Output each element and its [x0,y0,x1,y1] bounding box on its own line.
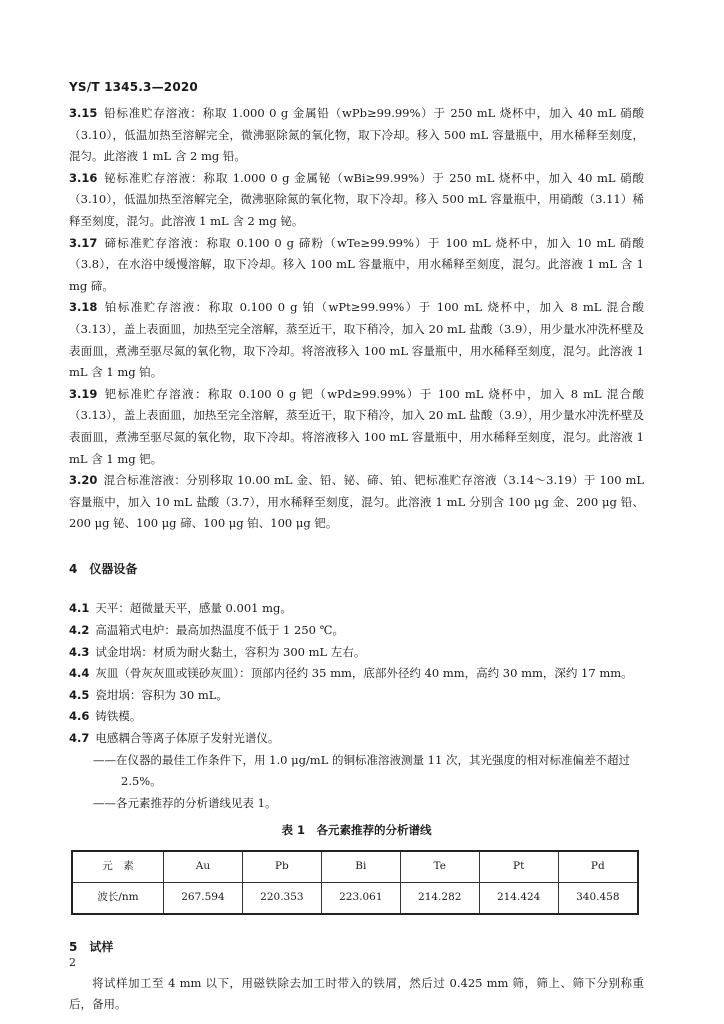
table-cell: Pd [558,851,638,883]
item-3-19: 3.19 钯标准贮存溶液：称取 0.100 0 g 钯（wPd≥99.99%）于 100 mL 烧杯中，加入 8 mL 混合酸（3.13），盖上表面皿，加热至完全溶解，蒸至近干，取下稍冷，加入 20 mL 盐酸（3.9），用少量水冲洗杯壁及表面皿，煮沸至驱尽氮的氧化物，取下冷却。将溶液移入 100 mL 容量瓶中，用水稀释至刻度，混匀。此溶液 1 mL 含 1 mg 钯。 [69,386,644,466]
item-3-17: 3.17 碲标准贮存溶液：称取 0.100 0 g 碲粉（wTe≥99.99%）于 100 mL 烧杯中，加入 10 mL 硝酸（3.8），在水浴中缓慢溶解，取下冷却。移入 100 mL 容量瓶中，用水稀释至刻度，混匀。此溶液 1 mL 含 1 mg 碲。 [69,235,644,293]
table-cell: 340.458 [558,883,638,915]
item-4-7: 4.7 电感耦合等离子体原子发射光谱仪。 [69,731,280,746]
section-5-title: 5 试样 [69,940,114,954]
spectral-lines-table [71,850,639,915]
table-cell: 267.594 [164,883,243,915]
table-cell: 214.424 [479,883,558,915]
table-header-element: 元 素 [72,851,164,883]
dash-item-precision: ——在仪器的最佳工作条件下，用 1.0 μg/mL 的铜标准溶液测量 11 次，其光强度的相对标准偏差不超过 2.5%。 [93,752,630,789]
table-cell: Pb [242,851,321,883]
table-row-elements [72,851,638,883]
table-cell: 214.282 [400,883,479,915]
page-content [69,103,644,1016]
item-3-15: 3.15 铅标准贮存溶液：称取 1.000 0 g 金属铅（wPb≥99.99%）于 250 mL 烧杯中，加入 40 mL 硝酸（3.10），低温加热至溶解完全，微沸驱除氮的氧化物，取下冷却。移入 500 mL 容量瓶中，用水稀释至刻度，混匀。此溶液 1 mL 含 2 mg 铅。 [69,106,644,164]
section-4-title: 4 仪器设备 [69,561,138,576]
table-cell: 223.061 [321,883,400,915]
item-4-4: 4.4 灰皿（骨灰灰皿或镁砂灰皿）：顶部内径约 35 mm，底部外径约 40 mm，高约 30 mm，深约 17 mm。 [69,666,633,681]
item-3-20: 3.20 混合标准溶液：分别移取 10.00 mL 金、铅、铋、碲、铂、钯标准贮存溶液（3.14～3.19）于 100 mL 容量瓶中，加入 10 mL 盐酸（3.7），用水稀释至刻度，混匀。此溶液 1 mL 分别含 100 μg 金、200 μg 铅、200 μg 铋、100 μg 碲、100 μg 铂、100 μg 钯。 [69,473,644,531]
item-3-16: 3.16 铋标准贮存溶液：称取 1.000 0 g 金属铋（wBi≥99.99%）于 250 mL 烧杯中，加入 40 mL 硝酸（3.10），低温加热至溶解完全，微沸驱除氮的氧化物，取下冷却。移入 500 mL 容量瓶中，用硝酸（3.11）稀释至刻度，混匀。此溶液 1 mL 含 2 mg 铋。 [69,170,644,228]
item-3-18: 3.18 铂标准贮存溶液：称取 0.100 0 g 铂（wPt≥99.99%）于 100 mL 烧杯中，加入 8 mL 混合酸（3.13），盖上表面皿，加热至完全溶解，蒸至近干，取下稍冷，加入 20 mL 盐酸（3.9），用少量水冲洗杯壁及表面皿，煮沸至驱尽氮的氧化物，取下冷却。将溶液移入 100 mL 容量瓶中，用水稀释至刻度，混匀。此溶液 1 mL 含 1 mg 铂。 [69,300,644,380]
page-number: 2 [69,956,76,969]
table-header-wavelength: 波长/nm [72,883,164,915]
dash-item-table-ref: ——各元素推荐的分析谱线见表 1。 [93,795,277,810]
table-cell: 220.353 [242,883,321,915]
standard-code-header: YS/T 1345.3—2020 [69,80,198,94]
table-cell: Au [164,851,243,883]
table-title: 表 1 各元素推荐的分析谱线 [281,823,432,838]
item-4-1: 4.1 天平：超微量天平，感量 0.001 mg。 [69,601,292,616]
item-4-3: 4.3 试金坩埚：材质为耐火黏土，容积为 300 mL 左右。 [69,644,366,659]
item-4-2: 4.2 高温箱式电炉：最高加热温度不低于 1 250 ℃。 [69,623,344,638]
section-5-text: 将试样加工至 4 mm 以下，用磁铁除去加工时带入的铁屑，然后过 0.425 mm 筛，筛上、筛下分别称重后，备用。 [69,975,644,1012]
table-cell: Te [400,851,479,883]
item-4-6: 4.6 铸铁模。 [69,709,142,724]
table-row-wavelengths [72,883,638,915]
table-cell: Pt [479,851,558,883]
item-4-5: 4.5 瓷坩埚：容积为 30 mL。 [69,687,228,702]
table-cell: Bi [321,851,400,883]
